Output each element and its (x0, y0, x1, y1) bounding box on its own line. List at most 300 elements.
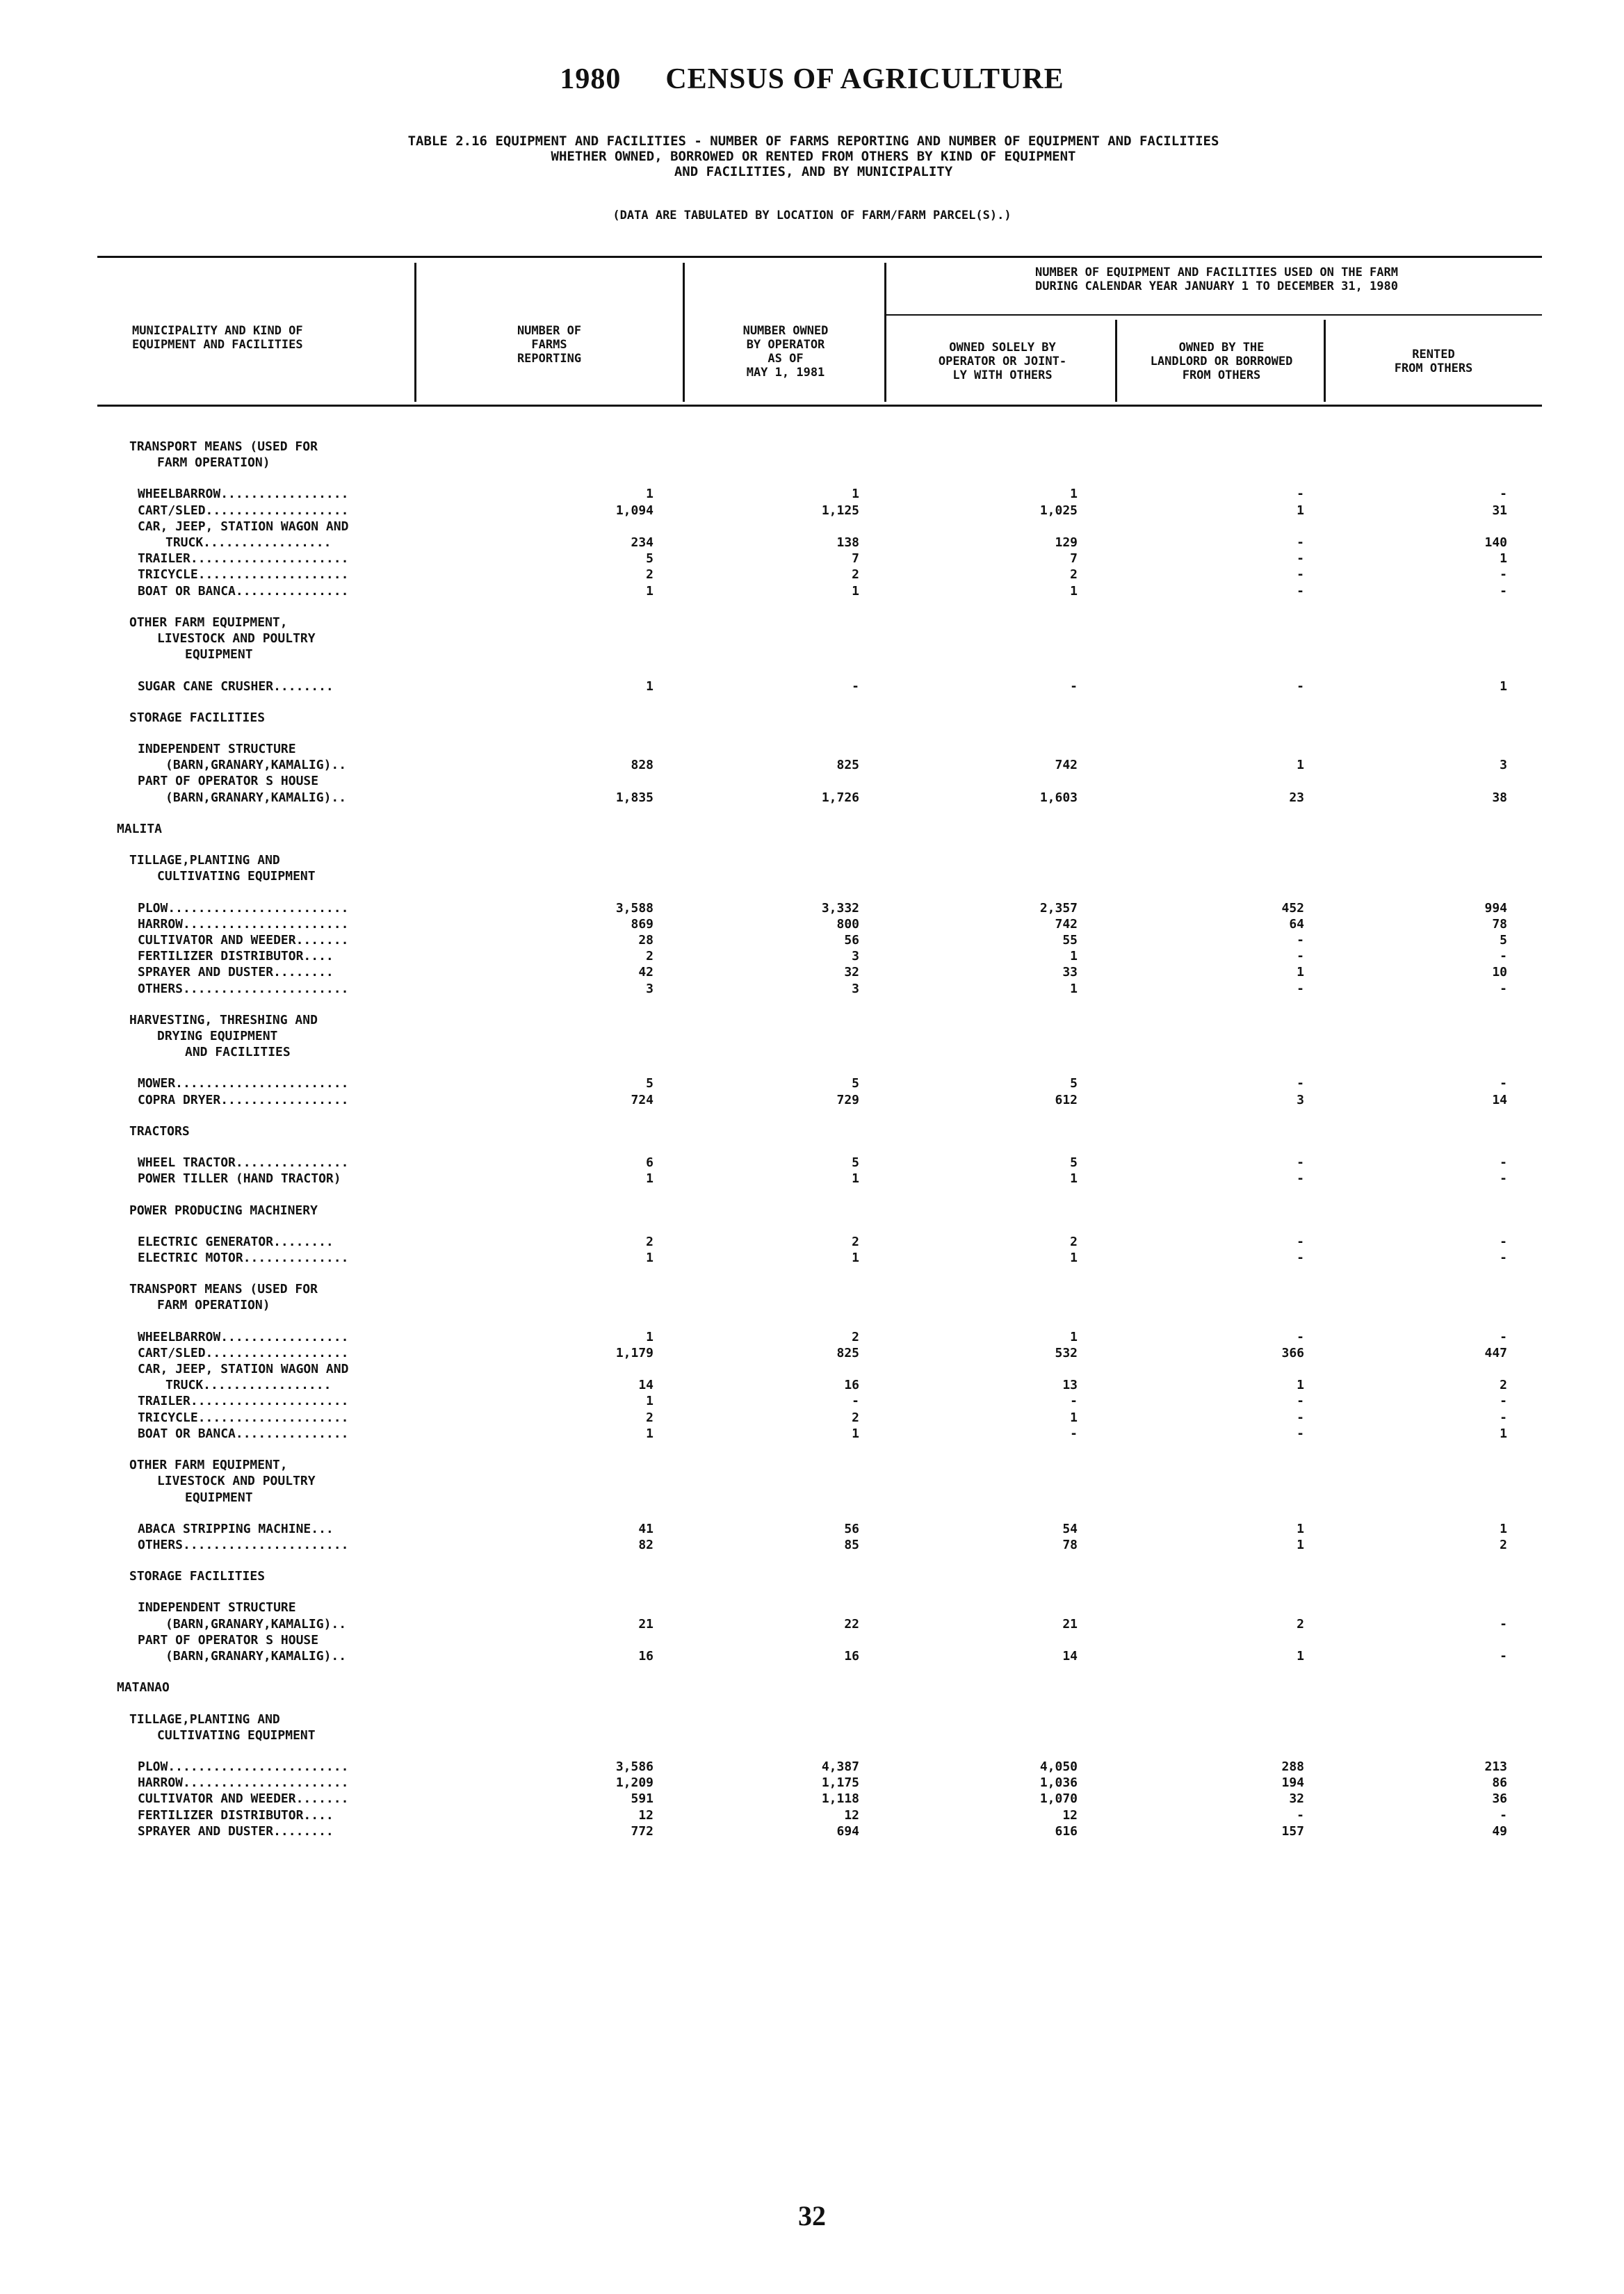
cell-owned-solely: 21 (1062, 1616, 1078, 1632)
category-label: FARM OPERATION) (157, 1298, 270, 1313)
header-top-rule (97, 256, 1542, 258)
category-row (0, 853, 1624, 870)
item-label: SPRAYER AND DUSTER........ (138, 1823, 334, 1839)
item-label: WHEEL TRACTOR............... (138, 1155, 349, 1171)
col-head-owned-solely: OWNED SOLELY BY OPERATOR OR JOINT- LY WITH OTHERS (938, 341, 1067, 382)
item-label: POWER TILLER (HAND TRACTOR) (138, 1171, 341, 1187)
cell-owned-solely: - (1070, 678, 1078, 694)
cell-owned-by-operator: 5 (852, 1155, 859, 1171)
municipality-name: MALITA (117, 821, 163, 836)
cell-rented-from-others: - (1500, 567, 1507, 583)
cell-owned-by-operator: 1 (852, 583, 859, 599)
cell-owned-solely: 78 (1062, 1537, 1078, 1552)
item-label: TRAILER..................... (138, 551, 349, 567)
table-row (0, 1600, 1624, 1617)
item-label: PLOW........................ (138, 1759, 349, 1774)
item-label: ELECTRIC MOTOR.............. (138, 1251, 349, 1265)
category-row (0, 1728, 1624, 1745)
cell-owned-by-landlord: 366 (1281, 1345, 1304, 1360)
cell-owned-by-landlord: 1 (1297, 758, 1304, 773)
cell-owned-solely: 54 (1062, 1521, 1078, 1536)
cell-rented-from-others: - (1500, 981, 1507, 996)
table-row (0, 1155, 1624, 1172)
cell-farms-reporting: 772 (631, 1823, 653, 1839)
table-caption-line-3: AND FACILITIES, AND BY MUNICIPALITY (674, 164, 953, 179)
table-row (0, 551, 1624, 568)
cell-owned-by-operator: 85 (844, 1537, 859, 1552)
col-sep-3 (884, 263, 886, 402)
cell-farms-reporting: 869 (631, 916, 653, 932)
cell-rented-from-others: 994 (1484, 900, 1507, 916)
cell-rented-from-others: - (1500, 1155, 1507, 1171)
cell-farms-reporting: 12 (638, 1807, 653, 1823)
cell-owned-by-operator: - (852, 1394, 859, 1409)
cell-owned-solely: 612 (1055, 1092, 1078, 1107)
cell-owned-by-landlord: - (1297, 551, 1304, 567)
table-row (0, 1824, 1624, 1841)
page-title (0, 63, 1624, 96)
cell-owned-by-operator: 1 (852, 1426, 859, 1441)
cell-owned-by-landlord: 157 (1281, 1823, 1304, 1839)
cell-farms-reporting: 1 (646, 1394, 653, 1409)
cell-owned-by-landlord: 1 (1297, 1378, 1304, 1393)
category-label: OTHER FARM EQUIPMENT, (129, 1458, 288, 1473)
category-row (0, 1203, 1624, 1220)
cell-rented-from-others: - (1500, 1171, 1507, 1187)
item-label: PLOW........................ (138, 900, 349, 916)
table-row (0, 1093, 1624, 1109)
cell-owned-by-landlord: 1 (1297, 965, 1304, 980)
item-label: (BARN,GRANARY,KAMALIG).. (165, 790, 347, 805)
cell-farms-reporting: 1 (646, 1251, 653, 1265)
col-sep-2 (683, 263, 685, 402)
cell-owned-by-landlord: - (1297, 1251, 1304, 1265)
item-label: COPRA DRYER................. (138, 1092, 349, 1107)
table-row (0, 535, 1624, 552)
table-row (0, 917, 1624, 934)
cell-farms-reporting: 2 (646, 1410, 653, 1425)
item-label: HARROW...................... (138, 1775, 349, 1791)
category-row (0, 1298, 1624, 1315)
item-label: MOWER....................... (138, 1076, 349, 1091)
cell-owned-solely: 2,357 (1039, 900, 1078, 916)
table-row (0, 1633, 1624, 1650)
cell-owned-by-operator: 1,125 (821, 503, 859, 518)
cell-farms-reporting: 3,586 (615, 1759, 653, 1774)
cell-farms-reporting: 21 (638, 1616, 653, 1632)
cell-owned-solely: 1,036 (1039, 1775, 1078, 1791)
cell-rented-from-others: - (1500, 1394, 1507, 1409)
cell-owned-by-operator: 56 (844, 1521, 859, 1536)
cell-rented-from-others: - (1500, 1649, 1507, 1663)
cell-owned-by-operator: 4,387 (821, 1759, 859, 1774)
table-row (0, 1426, 1624, 1443)
category-label: FARM OPERATION) (157, 455, 270, 471)
cell-rented-from-others: 1 (1500, 1426, 1507, 1441)
cell-owned-by-landlord: - (1297, 1394, 1304, 1409)
cell-farms-reporting: 1,179 (615, 1345, 653, 1360)
cell-owned-by-operator: 1,726 (821, 790, 859, 805)
cell-owned-by-landlord: 32 (1289, 1791, 1304, 1807)
cell-owned-solely: 129 (1055, 535, 1078, 550)
category-label: DRYING EQUIPMENT (157, 1029, 278, 1043)
cell-owned-by-operator: 138 (836, 535, 859, 550)
item-label: INDEPENDENT STRUCTURE (138, 1600, 296, 1616)
cell-rented-from-others: 36 (1492, 1791, 1507, 1807)
table-row (0, 1649, 1624, 1666)
cell-owned-by-landlord: - (1297, 981, 1304, 996)
cell-rented-from-others: - (1500, 1410, 1507, 1425)
item-label: PART OF OPERATOR S HOUSE (138, 1632, 319, 1648)
cell-rented-from-others: - (1500, 1251, 1507, 1265)
header-bottom-rule (97, 405, 1542, 407)
cell-rented-from-others: 2 (1500, 1378, 1507, 1393)
table-row (0, 1346, 1624, 1362)
cell-rented-from-others: - (1500, 1807, 1507, 1823)
category-label: EQUIPMENT (185, 647, 253, 662)
cell-owned-solely: 13 (1062, 1378, 1078, 1393)
cell-owned-by-landlord: - (1297, 1426, 1304, 1441)
cell-owned-solely: - (1070, 1426, 1078, 1441)
item-label: BOAT OR BANCA............... (138, 583, 349, 599)
cell-owned-solely: 5 (1070, 1155, 1078, 1171)
category-label: TRACTORS (129, 1123, 190, 1139)
cell-owned-solely: 2 (1070, 1234, 1078, 1249)
cell-farms-reporting: 42 (638, 965, 653, 980)
table-row (0, 584, 1624, 601)
col-sep-5 (1324, 320, 1326, 402)
category-label: HARVESTING, THRESHING AND (129, 1012, 318, 1027)
cell-owned-by-landlord: - (1297, 1807, 1304, 1823)
cell-owned-by-operator: 1,118 (821, 1791, 859, 1807)
table-row (0, 519, 1624, 536)
cell-owned-solely: 742 (1055, 758, 1078, 773)
cell-farms-reporting: 1 (646, 487, 653, 502)
cell-farms-reporting: 1,209 (615, 1775, 653, 1791)
cell-rented-from-others: 31 (1492, 503, 1507, 518)
cell-rented-from-others: 38 (1492, 790, 1507, 805)
cell-farms-reporting: 1 (646, 1171, 653, 1187)
cell-farms-reporting: 3,588 (615, 900, 653, 916)
table-row (0, 949, 1624, 966)
cell-owned-by-operator: 800 (836, 916, 859, 932)
cell-rented-from-others: 78 (1492, 916, 1507, 932)
category-row (0, 631, 1624, 648)
cell-farms-reporting: 82 (638, 1537, 653, 1552)
cell-owned-by-operator: 3,332 (821, 900, 859, 916)
item-label: CART/SLED................... (138, 1345, 349, 1360)
cell-owned-solely: 1,025 (1039, 503, 1078, 518)
cell-owned-by-landlord: - (1297, 949, 1304, 964)
cell-owned-by-landlord: - (1297, 1329, 1304, 1344)
item-label: FERTILIZER DISTRIBUTOR.... (138, 949, 334, 964)
category-row (0, 1045, 1624, 1061)
cell-rented-from-others: 1 (1500, 1521, 1507, 1536)
col-sep-4 (1115, 320, 1117, 402)
col-head-rented: RENTED FROM OTHERS (1394, 348, 1473, 375)
cell-owned-by-operator: 5 (852, 1076, 859, 1091)
municipality-row (0, 1680, 1624, 1697)
cell-farms-reporting: 1,094 (615, 503, 653, 518)
item-label: CAR, JEEP, STATION WAGON AND (138, 1362, 349, 1376)
cell-owned-by-landlord: - (1297, 1410, 1304, 1425)
category-label: CULTIVATING EQUIPMENT (157, 1727, 316, 1743)
table-row (0, 1251, 1624, 1267)
item-label: ABACA STRIPPING MACHINE... (138, 1521, 334, 1536)
col-head-municipality: MUNICIPALITY AND KIND OF EQUIPMENT AND FACILITIES (132, 324, 303, 352)
cell-farms-reporting: 3 (646, 981, 653, 996)
cell-farms-reporting: 1,835 (615, 790, 653, 805)
cell-farms-reporting: 2 (646, 1234, 653, 1249)
table-row (0, 1759, 1624, 1776)
table-row (0, 567, 1624, 584)
cell-farms-reporting: 14 (638, 1378, 653, 1393)
item-label: (BARN,GRANARY,KAMALIG).. (165, 758, 347, 773)
cell-farms-reporting: 16 (638, 1649, 653, 1663)
cell-rented-from-others: 213 (1484, 1759, 1507, 1774)
table-row (0, 742, 1624, 758)
table-caption-line-2: WHETHER OWNED, BORROWED OR RENTED FROM OTHERS BY KIND OF EQUIPMENT (551, 149, 1076, 164)
category-label: EQUIPMENT (185, 1490, 253, 1505)
cell-farms-reporting: 5 (646, 1076, 653, 1091)
cell-owned-solely: 5 (1070, 1076, 1078, 1091)
table-caption-line-1: TABLE 2.16 EQUIPMENT AND FACILITIES - NUMBER OF FARMS REPORTING AND NUMBER OF EQUIPMENT AND FACILITIES (407, 133, 1219, 149)
cell-owned-by-landlord: - (1297, 535, 1304, 550)
table-row (0, 901, 1624, 918)
item-label: HARROW...................... (138, 916, 349, 932)
cell-farms-reporting: 591 (631, 1791, 653, 1807)
cell-owned-by-operator: 2 (852, 1329, 859, 1344)
cell-owned-by-landlord: - (1297, 1234, 1304, 1249)
cell-rented-from-others: 1 (1500, 678, 1507, 694)
cell-owned-by-landlord: 1 (1297, 503, 1304, 518)
cell-owned-solely: 742 (1055, 916, 1078, 932)
page-number: 32 (798, 2200, 826, 2231)
cell-farms-reporting: 2 (646, 567, 653, 583)
cell-owned-by-operator: 7 (852, 551, 859, 567)
category-row (0, 1013, 1624, 1030)
cell-owned-solely: - (1070, 1394, 1078, 1409)
item-label: TRICYCLE.................... (138, 1410, 349, 1425)
table-row (0, 965, 1624, 982)
item-label: TRUCK................. (165, 535, 332, 550)
cell-owned-solely: 1,070 (1039, 1791, 1078, 1807)
cell-rented-from-others: 2 (1500, 1537, 1507, 1552)
table-row (0, 790, 1624, 807)
cell-farms-reporting: 41 (638, 1521, 653, 1536)
table-row (0, 774, 1624, 790)
table-row (0, 1791, 1624, 1808)
municipality-row (0, 822, 1624, 838)
item-label: TRUCK................. (165, 1378, 332, 1393)
cell-rented-from-others: 1 (1500, 551, 1507, 567)
category-row (0, 1282, 1624, 1299)
cell-owned-solely: 532 (1055, 1345, 1078, 1360)
table-row (0, 1775, 1624, 1792)
cell-farms-reporting: 6 (646, 1155, 653, 1171)
table-row (0, 1808, 1624, 1825)
cell-owned-solely: 1 (1070, 583, 1078, 599)
table-row (0, 1378, 1624, 1394)
category-row (0, 1474, 1624, 1490)
item-label: PART OF OPERATOR S HOUSE (138, 774, 319, 789)
category-row (0, 1124, 1624, 1141)
cell-owned-by-operator: 12 (844, 1807, 859, 1823)
table-row (0, 1617, 1624, 1634)
cell-owned-solely: 1 (1070, 1251, 1078, 1265)
table-row (0, 933, 1624, 950)
cell-owned-solely: 1 (1070, 1171, 1078, 1187)
table-row (0, 1410, 1624, 1427)
group-rule (884, 314, 1542, 316)
table-row (0, 503, 1624, 520)
category-row (0, 1458, 1624, 1474)
item-label: TRAILER..................... (138, 1394, 349, 1409)
cell-rented-from-others: 86 (1492, 1775, 1507, 1791)
cell-owned-by-operator: 2 (852, 567, 859, 583)
cell-farms-reporting: 724 (631, 1092, 653, 1107)
item-label: BOAT OR BANCA............... (138, 1426, 349, 1441)
cell-owned-by-operator: 825 (836, 758, 859, 773)
cell-rented-from-others: - (1500, 487, 1507, 502)
col-head-owned-landlord: OWNED BY THE LANDLORD OR BORROWED FROM OTHERS (1150, 341, 1293, 382)
cell-rented-from-others: 140 (1484, 535, 1507, 550)
table-row (0, 1522, 1624, 1538)
category-row (0, 455, 1624, 472)
cell-owned-by-landlord: - (1297, 678, 1304, 694)
cell-rented-from-others: 49 (1492, 1823, 1507, 1839)
item-label: TRICYCLE.................... (138, 567, 349, 583)
cell-owned-solely: 1 (1070, 981, 1078, 996)
cell-owned-by-operator: 694 (836, 1823, 859, 1839)
cell-farms-reporting: 5 (646, 551, 653, 567)
cell-rented-from-others: 14 (1492, 1092, 1507, 1107)
cell-owned-by-landlord: - (1297, 567, 1304, 583)
item-label: SUGAR CANE CRUSHER........ (138, 678, 334, 694)
category-row (0, 615, 1624, 632)
cell-owned-by-operator: 2 (852, 1234, 859, 1249)
table-row (0, 679, 1624, 696)
cell-owned-by-landlord: 2 (1297, 1616, 1304, 1632)
table-row (0, 487, 1624, 503)
cell-rented-from-others: 5 (1500, 932, 1507, 947)
cell-owned-by-operator: 3 (852, 981, 859, 996)
item-label: WHEELBARROW................. (138, 487, 349, 502)
item-label: OTHERS...................... (138, 1537, 349, 1552)
cell-owned-by-operator: 825 (836, 1345, 859, 1360)
cell-rented-from-others: - (1500, 1616, 1507, 1632)
cell-owned-solely: 1,603 (1039, 790, 1078, 805)
cell-owned-by-operator: 1 (852, 487, 859, 502)
category-label: LIVESTOCK AND POULTRY (157, 1474, 316, 1489)
cell-owned-by-landlord: 1 (1297, 1537, 1304, 1552)
item-label: CART/SLED................... (138, 503, 349, 518)
cell-owned-by-landlord: 288 (1281, 1759, 1304, 1774)
category-row (0, 1569, 1624, 1586)
category-label: AND FACILITIES (185, 1045, 291, 1060)
cell-owned-solely: 7 (1070, 551, 1078, 567)
cell-rented-from-others: - (1500, 1329, 1507, 1344)
cell-owned-by-operator: 16 (844, 1378, 859, 1393)
cell-owned-solely: 12 (1062, 1807, 1078, 1823)
cell-owned-by-landlord: 1 (1297, 1649, 1304, 1663)
cell-owned-by-landlord: 3 (1297, 1092, 1304, 1107)
cell-owned-by-operator: 2 (852, 1410, 859, 1425)
cell-farms-reporting: 1 (646, 1329, 653, 1344)
category-row (0, 1712, 1624, 1729)
table-note: (DATA ARE TABULATED BY LOCATION OF FARM/FARM PARCEL(S).) (612, 209, 1012, 222)
table-row (0, 1076, 1624, 1093)
category-label: CULTIVATING EQUIPMENT (157, 869, 316, 884)
cell-owned-by-landlord: 194 (1281, 1775, 1304, 1791)
category-label: TRANSPORT MEANS (USED FOR (129, 439, 318, 454)
cell-rented-from-others: - (1500, 949, 1507, 964)
item-label: FERTILIZER DISTRIBUTOR.... (138, 1807, 334, 1823)
cell-owned-solely: 14 (1062, 1649, 1078, 1663)
cell-owned-by-operator: 1,175 (821, 1775, 859, 1791)
cell-owned-solely: 55 (1062, 932, 1078, 947)
census-year: 1980 (560, 63, 622, 95)
cell-farms-reporting: 28 (638, 932, 653, 947)
item-label: (BARN,GRANARY,KAMALIG).. (165, 1616, 347, 1632)
cell-owned-by-landlord: - (1297, 487, 1304, 502)
cell-owned-by-landlord: - (1297, 583, 1304, 599)
category-label: STORAGE FACILITIES (129, 1569, 266, 1584)
table-row (0, 1394, 1624, 1410)
category-label: POWER PRODUCING MACHINERY (129, 1203, 318, 1218)
cell-owned-solely: 1 (1070, 487, 1078, 502)
category-label: LIVESTOCK AND POULTRY (157, 631, 316, 646)
item-label: WHEELBARROW................. (138, 1329, 349, 1344)
municipality-name: MATANAO (117, 1680, 170, 1695)
cell-owned-by-operator: 22 (844, 1616, 859, 1632)
census-title: CENSUS OF AGRICULTURE (665, 63, 1064, 95)
category-row (0, 1490, 1624, 1507)
item-label: CAR, JEEP, STATION WAGON AND (138, 519, 349, 534)
table-row (0, 1538, 1624, 1554)
cell-farms-reporting: 828 (631, 758, 653, 773)
item-label: OTHERS...................... (138, 981, 349, 996)
cell-owned-by-landlord: - (1297, 1155, 1304, 1171)
cell-rented-from-others: - (1500, 583, 1507, 599)
cell-owned-by-operator: 3 (852, 949, 859, 964)
cell-owned-solely: 33 (1062, 965, 1078, 980)
table-caption (209, 133, 1418, 179)
cell-owned-by-operator: 1 (852, 1251, 859, 1265)
item-label: CULTIVATOR AND WEEDER....... (138, 932, 349, 947)
table-row (0, 1171, 1624, 1188)
cell-owned-by-landlord: 23 (1289, 790, 1304, 805)
cell-owned-by-landlord: 64 (1289, 916, 1304, 932)
cell-owned-by-operator: 56 (844, 932, 859, 947)
col-head-farms: NUMBER OF FARMS REPORTING (517, 324, 582, 366)
cell-owned-by-landlord: - (1297, 1171, 1304, 1187)
table-row (0, 1235, 1624, 1251)
cell-owned-solely: 616 (1055, 1823, 1078, 1839)
table-row (0, 1362, 1624, 1378)
category-label: TRANSPORT MEANS (USED FOR (129, 1282, 318, 1297)
cell-rented-from-others: 447 (1484, 1345, 1507, 1360)
cell-farms-reporting: 234 (631, 535, 653, 550)
item-label: INDEPENDENT STRUCTURE (138, 742, 296, 756)
cell-farms-reporting: 2 (646, 949, 653, 964)
category-row (0, 647, 1624, 664)
cell-owned-solely: 1 (1070, 1410, 1078, 1425)
cell-owned-by-landlord: 1 (1297, 1521, 1304, 1536)
item-label: CULTIVATOR AND WEEDER....... (138, 1791, 349, 1807)
col-head-owned: NUMBER OWNED BY OPERATOR AS OF MAY 1, 1981 (742, 324, 829, 380)
cell-owned-by-operator: 16 (844, 1649, 859, 1663)
